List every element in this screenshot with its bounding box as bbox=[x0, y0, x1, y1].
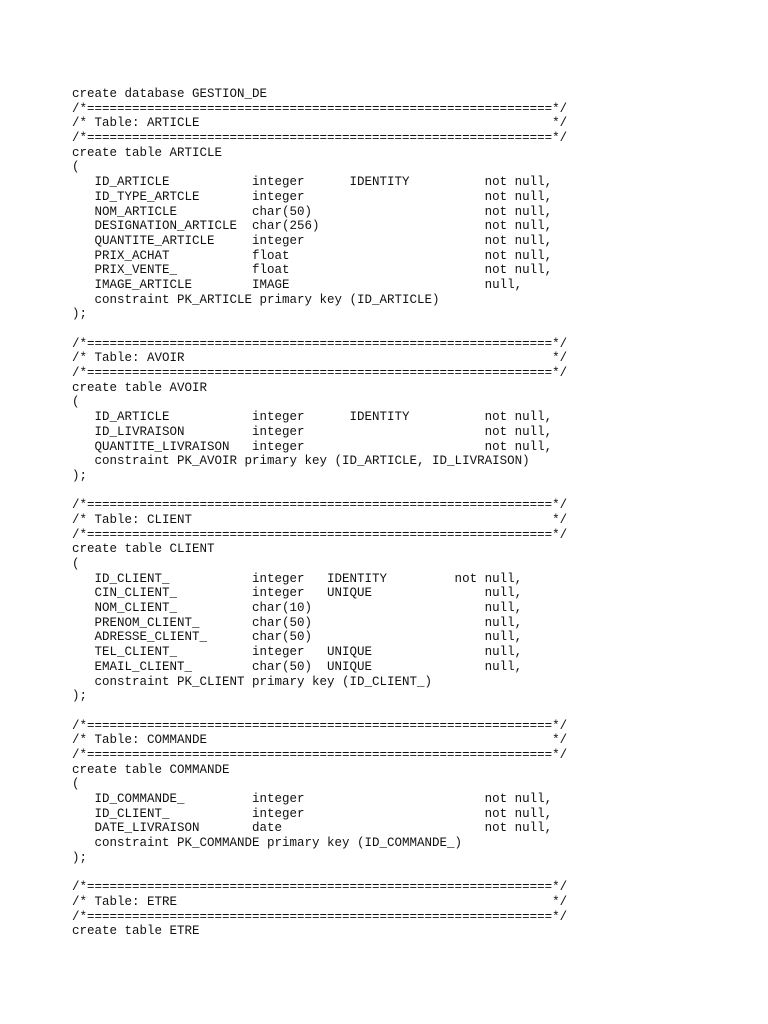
code-line: /*==============================================================*/ bbox=[72, 366, 568, 381]
code-line: constraint PK_AVOIR primary key (ID_ARTICLE, ID_LIVRAISON) bbox=[72, 454, 530, 469]
code-line: ID_TYPE_ARTCLE integer not null, bbox=[72, 189, 553, 204]
code-line: create table ETRE bbox=[72, 924, 200, 939]
code-line: /*==============================================================*/ bbox=[72, 101, 568, 116]
code-line: /*==============================================================*/ bbox=[72, 498, 568, 513]
code-line: constraint PK_CLIENT primary key (ID_CLIENT_) bbox=[72, 674, 433, 689]
code-line: constraint PK_COMMANDE primary key (ID_COMMANDE_) bbox=[72, 836, 463, 851]
code-line: PRIX_ACHAT float not null, bbox=[72, 248, 553, 263]
code-line: ( bbox=[72, 160, 80, 175]
code-line bbox=[72, 484, 567, 499]
code-line bbox=[72, 865, 567, 880]
code-line: constraint PK_ARTICLE primary key (ID_ARTICLE) bbox=[72, 292, 440, 307]
code-line: create table ARTICLE bbox=[72, 145, 223, 160]
code-line: TEL_CLIENT_ integer UNIQUE null, bbox=[72, 645, 523, 660]
code-line: PRIX_VENTE_ float not null, bbox=[72, 263, 553, 278]
code-line: create database GESTION_DE bbox=[72, 87, 268, 101]
code-line: ); bbox=[72, 689, 88, 704]
code-line: ID_LIVRAISON integer not null, bbox=[72, 424, 553, 439]
code-line: IMAGE_ARTICLE IMAGE null, bbox=[72, 277, 523, 292]
code-line: /*==============================================================*/ bbox=[72, 131, 568, 146]
code-line: /* Table: ARTICLE */ bbox=[72, 116, 568, 131]
code-line: /*==============================================================*/ bbox=[72, 718, 568, 733]
code-line: /* Table: CLIENT */ bbox=[72, 512, 568, 527]
code-line: ID_ARTICLE integer IDENTITY not null, bbox=[72, 175, 553, 190]
code-line: /* Table: COMMANDE */ bbox=[72, 733, 568, 748]
code-line: create table COMMANDE bbox=[72, 762, 230, 777]
code-line: ); bbox=[72, 468, 88, 483]
code-line: ID_COMMANDE_ integer not null, bbox=[72, 792, 553, 806]
code-line: /*==============================================================*/ bbox=[72, 527, 568, 542]
code-line: /*==============================================================*/ bbox=[72, 909, 568, 924]
code-line: QUANTITE_LIVRAISON integer not null, bbox=[72, 439, 553, 454]
code-line: DATE_LIVRAISON date not null, bbox=[72, 821, 553, 836]
code-line: PRENOM_CLIENT_ char(50) null, bbox=[72, 615, 523, 630]
code-line: create table AVOIR bbox=[72, 380, 208, 395]
code-line: /* Table: AVOIR */ bbox=[72, 351, 568, 366]
code-line: /*==============================================================*/ bbox=[72, 747, 568, 762]
code-line: ID_CLIENT_ integer IDENTITY not null, bbox=[72, 571, 523, 586]
code-line: NOM_CLIENT_ char(10) null, bbox=[72, 601, 523, 616]
code-line: DESIGNATION_ARTICLE char(256) not null, bbox=[72, 219, 553, 234]
code-line: EMAIL_CLIENT_ char(50) UNIQUE null, bbox=[72, 659, 523, 674]
code-line: ID_ARTICLE integer IDENTITY not null, bbox=[72, 410, 553, 425]
code-line: ); bbox=[72, 307, 88, 322]
code-line: ( bbox=[72, 395, 80, 410]
code-line: /*==============================================================*/ bbox=[72, 336, 568, 351]
code-line bbox=[72, 704, 567, 719]
code-line: create table CLIENT bbox=[72, 542, 215, 557]
code-line: /* Table: ETRE */ bbox=[72, 894, 568, 909]
code-line: ); bbox=[72, 850, 88, 865]
code-line bbox=[72, 322, 567, 337]
code-line: /*==============================================================*/ bbox=[72, 880, 568, 895]
code-line: QUANTITE_ARTICLE integer not null, bbox=[72, 233, 553, 248]
code-line: NOM_ARTICLE char(50) not null, bbox=[72, 204, 553, 219]
code-line: ADRESSE_CLIENT_ char(50) null, bbox=[72, 630, 523, 645]
sql-script bbox=[72, 87, 567, 939]
code-line: CIN_CLIENT_ integer UNIQUE null, bbox=[72, 586, 523, 601]
code-line: ID_CLIENT_ integer not null, bbox=[72, 806, 553, 821]
code-line: ( bbox=[72, 557, 80, 571]
code-line: ( bbox=[72, 777, 80, 792]
